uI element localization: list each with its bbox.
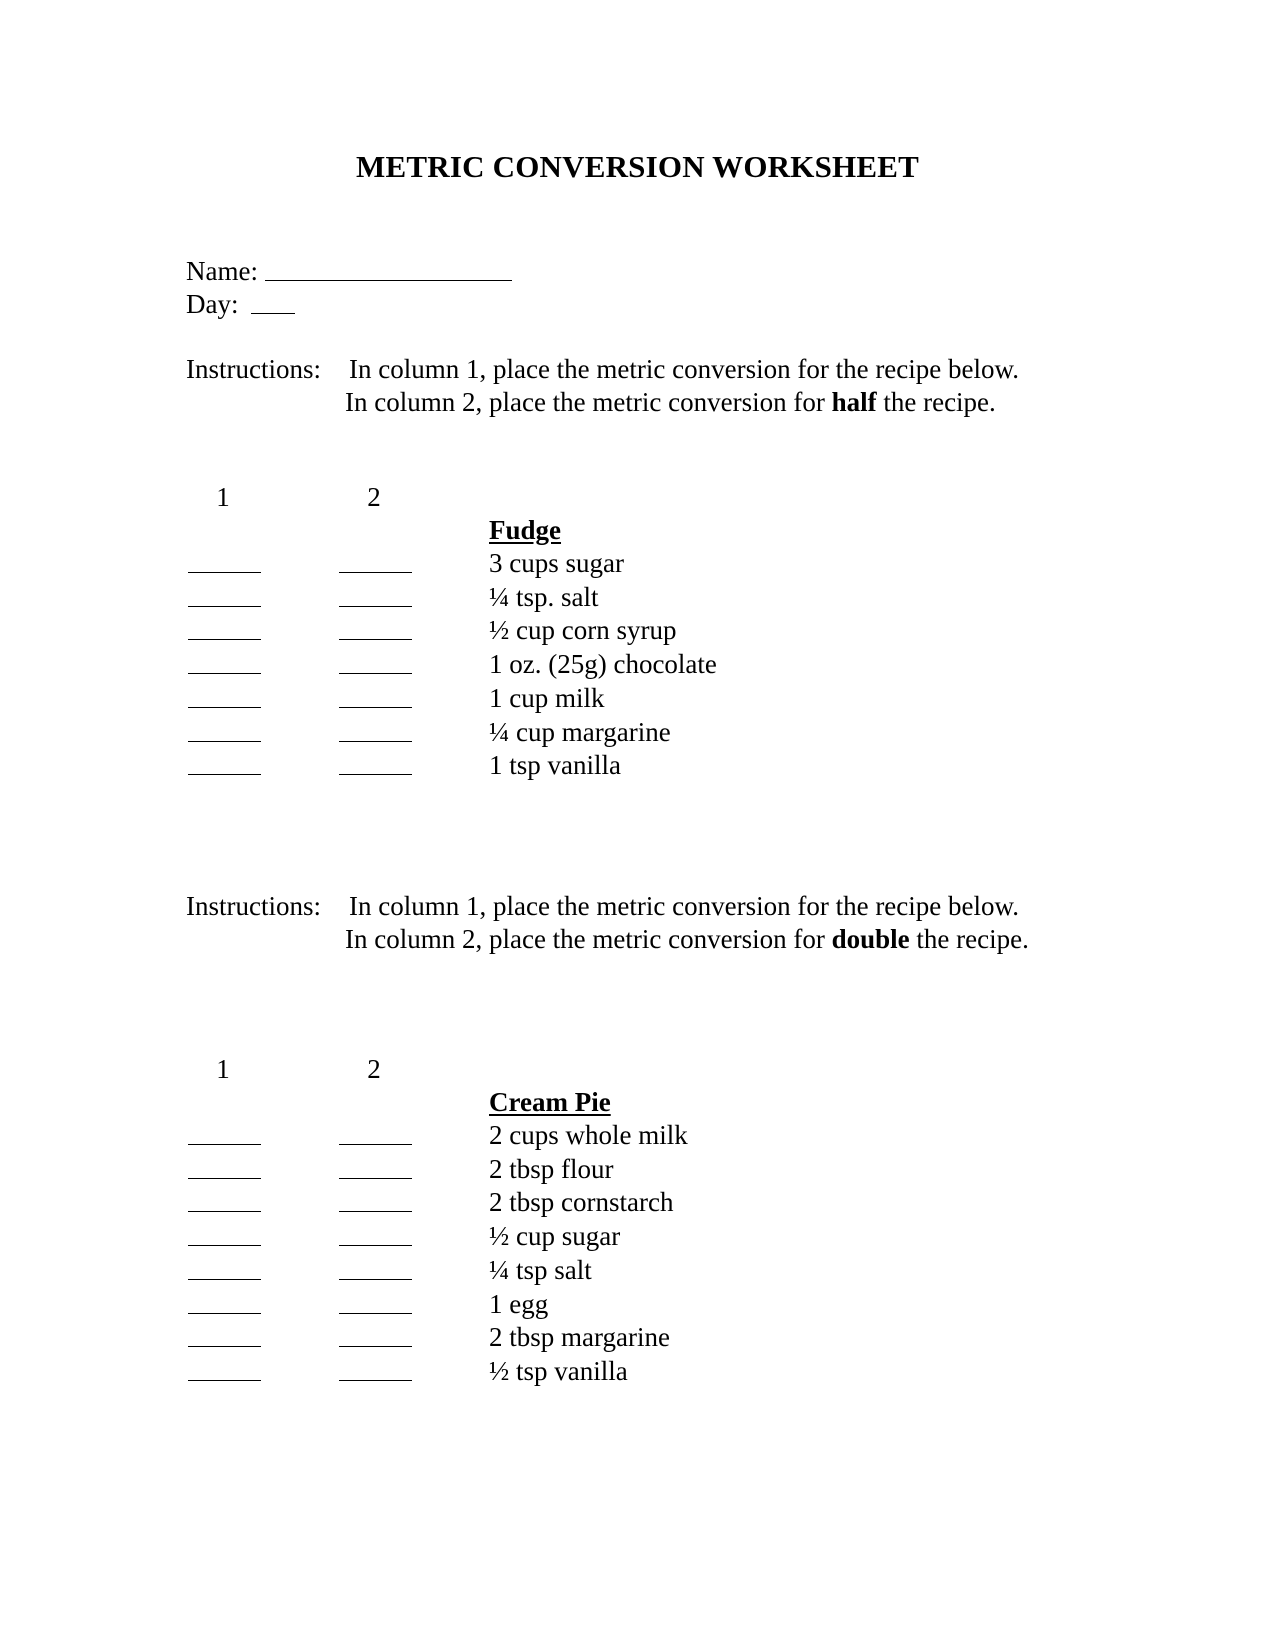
column-2-answer-blank[interactable] (339, 707, 412, 708)
column-2-answer-blank[interactable] (339, 1313, 412, 1314)
column-2-answer-blank[interactable] (339, 741, 412, 742)
name-field[interactable] (265, 280, 512, 281)
instructions-line-1: In column 1, place the metric conversion for the recipe below. (349, 354, 1019, 384)
column-1-answer-blank[interactable] (188, 606, 261, 607)
column-2-answer-blank[interactable] (339, 639, 412, 640)
page-title: METRIC CONVERSION WORKSHEET (356, 149, 919, 184)
ingredient-item: 2 tbsp flour (489, 1153, 614, 1184)
instructions-label: Instructions: (186, 354, 321, 384)
ingredient-item: 2 tbsp margarine (489, 1322, 670, 1353)
column-2-answer-blank[interactable] (339, 1346, 412, 1347)
ingredient-item: 3 cups sugar (489, 548, 624, 578)
column-2-header: 2 (367, 482, 381, 512)
recipe-title: Cream Pie (489, 1087, 611, 1117)
column-1-answer-blank[interactable] (188, 1178, 261, 1179)
instructions-label: Instructions: (186, 891, 321, 921)
instructions-emphasis: half (831, 387, 877, 417)
column-1-answer-blank[interactable] (188, 1380, 261, 1381)
column-1-answer-blank[interactable] (188, 1245, 261, 1246)
ingredient-item: ¼ tsp salt (489, 1254, 592, 1285)
column-2-answer-blank[interactable] (339, 572, 412, 573)
column-1-answer-blank[interactable] (188, 707, 261, 708)
instructions-line-2: In column 2, place the metric conversion for double the recipe. (345, 924, 1029, 954)
column-2-answer-blank[interactable] (339, 1279, 412, 1280)
ingredient-item: ½ cup sugar (489, 1221, 621, 1252)
column-2-header: 2 (367, 1054, 381, 1084)
column-1-answer-blank[interactable] (188, 1313, 261, 1314)
ingredient-item: ¼ tsp. salt (489, 581, 599, 612)
recipe-title: Fudge (489, 515, 562, 545)
column-1-answer-blank[interactable] (188, 1144, 261, 1145)
column-1-answer-blank[interactable] (188, 1279, 261, 1280)
column-1-header: 1 (216, 482, 230, 512)
ingredient-item: ¼ cup margarine (489, 716, 671, 747)
column-2-answer-blank[interactable] (339, 606, 412, 607)
column-1-answer-blank[interactable] (188, 1211, 261, 1212)
column-1-header: 1 (216, 1054, 230, 1084)
instructions-line-1: In column 1, place the metric conversion for the recipe below. (349, 891, 1019, 921)
column-1-answer-blank[interactable] (188, 673, 261, 674)
ingredient-item: 2 cups whole milk (489, 1120, 688, 1150)
column-2-answer-blank[interactable] (339, 774, 412, 775)
instructions-emphasis: double (831, 924, 910, 954)
column-1-answer-blank[interactable] (188, 572, 261, 573)
column-2-answer-blank[interactable] (339, 1144, 412, 1145)
instructions-line-2: In column 2, place the metric conversion for half the recipe. (345, 387, 996, 417)
column-2-answer-blank[interactable] (339, 1245, 412, 1246)
column-2-answer-blank[interactable] (339, 1178, 412, 1179)
column-1-answer-blank[interactable] (188, 774, 261, 775)
ingredient-item: 1 egg (489, 1288, 549, 1319)
ingredient-item: ½ tsp vanilla (489, 1355, 628, 1386)
column-2-answer-blank[interactable] (339, 1211, 412, 1212)
ingredient-item: 1 oz. (25g) chocolate (489, 649, 717, 680)
ingredient-item: 1 cup milk (489, 682, 605, 713)
column-1-answer-blank[interactable] (188, 741, 261, 742)
name-label: Name: (186, 256, 258, 286)
column-1-answer-blank[interactable] (188, 639, 261, 640)
ingredient-item: 2 tbsp cornstarch (489, 1187, 674, 1218)
column-2-answer-blank[interactable] (339, 1380, 412, 1381)
column-1-answer-blank[interactable] (188, 1346, 261, 1347)
day-field[interactable] (251, 313, 295, 314)
ingredient-item: ½ cup corn syrup (489, 615, 677, 646)
column-2-answer-blank[interactable] (339, 673, 412, 674)
ingredient-item: 1 tsp vanilla (489, 750, 621, 781)
day-label: Day: (186, 289, 239, 319)
